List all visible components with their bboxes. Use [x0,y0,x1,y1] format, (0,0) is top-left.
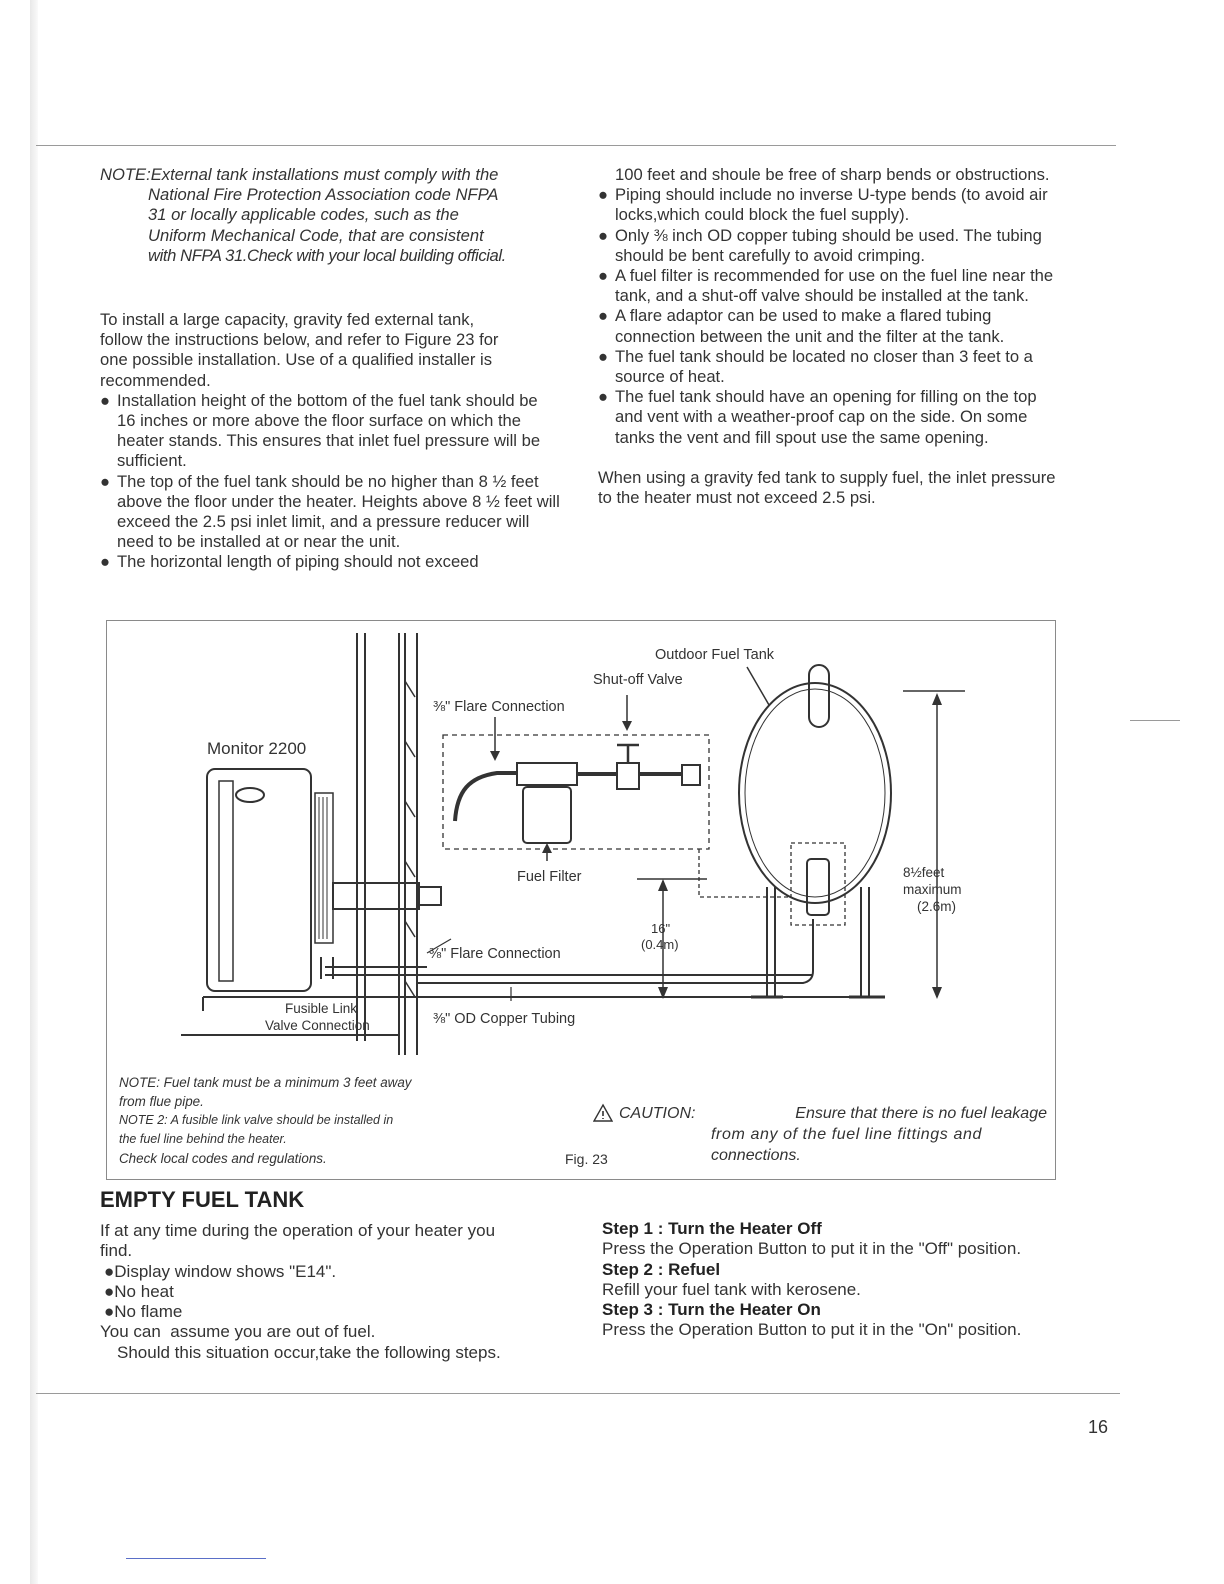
figure-note-1a: NOTE: Fuel tank must be a minimum 3 feet away [119,1075,412,1090]
caution-label: CAUTION: [619,1105,696,1122]
footer-link-rule [126,1558,266,1559]
symptom-3: ●No flame [104,1302,183,1322]
label-height-16: 16" [651,921,671,936]
figure-note-3: Check local codes and regulations. [119,1151,327,1166]
margin-tick [1130,720,1180,721]
flare-fitting [682,765,700,785]
heater-grille [315,793,333,943]
bullet-install-height: ● Installation height of the bottom of the fuel tank should be 16 inches or more above the floor surface on which the heater stands. This ensures that inlet fuel pressure will be sufficient. [100,390,541,471]
symptom-2: ●No heat [104,1281,174,1301]
arrowhead-filter [542,843,552,853]
section-heading-empty-tank: EMPTY FUEL TANK [100,1187,305,1212]
gravity-pressure-note: When using a gravity fed tank to supply fuel, the inlet pressure to the heater must not exceed 2.5 psi. [598,467,1056,508]
intro-line-1: To install a large capacity, gravity fed external tank, [100,310,475,330]
heater-body [207,769,311,991]
tank-dashed-connector [699,849,791,897]
label-max-height-1: 8½feet [903,865,945,880]
note-line-5: with NFPA 31.Check with your local building official. [148,245,506,265]
note-line-4: Uniform Mechanical Code, that are consistent [148,225,484,245]
heater-knob [236,788,264,802]
heater-side [219,781,233,981]
label-flare-connection-bottom: ⅜" Flare Connection [429,946,561,962]
tank-label-arrow [747,667,769,705]
note-line-2: National Fire Protection Association code NFPA [148,185,499,205]
empty-intro-1: If at any time during the operation of your heater you [100,1221,496,1240]
top-rule [36,145,1116,146]
left-column [100,165,560,573]
arrowhead-max-top [932,693,942,705]
step-1-text: Press the Operation Button to put it in the "Off" position. [602,1239,1022,1259]
dim-max-line [903,691,965,997]
filter-head [517,763,577,785]
step-2-title: Step 2 : Refuel [602,1259,721,1279]
caution-line-2: from any of the fuel line fittings and [711,1126,982,1143]
arrowhead-max-bottom [932,987,942,999]
heater-fins [319,797,327,939]
empty-tank-steps [602,1219,1062,1341]
arrowhead-shutoff [622,721,632,731]
bullet-dot: ● [598,306,609,326]
bullet-dot: ● [100,471,111,491]
right-column [598,165,1058,508]
binding-shadow [30,0,38,1584]
figure-note-2b: the fuel line behind the heater. [119,1132,287,1146]
figure-note-1b: from flue pipe. [119,1094,204,1109]
tank-valve [807,859,829,915]
bullet-dot: ● [104,1261,115,1281]
bullet-dot: ● [104,1281,115,1301]
flue-cap [419,887,441,905]
label-fusible-link: Fusible Link [285,1001,358,1016]
figure-notes [119,1073,411,1168]
empty-tank-left [100,1221,562,1363]
figure-23 [106,620,1056,1180]
bullet-dot: ● [100,552,111,572]
note-line-1: NOTE:External tank installations must comply with the [100,165,499,184]
step-3-text: Press the Operation Button to put it in the "On" position. [602,1320,1022,1340]
figure-caption: Fig. 23 [565,1151,608,1167]
label-flare-connection-top: ⅜" Flare Connection [433,699,565,715]
shutoff-valve-stem [617,745,639,763]
label-outdoor-fuel-tank: Outdoor Fuel Tank [655,647,775,663]
bullet-copper-tubing: ● Only ⅜ inch OD copper tubing should be used. The tubing should be bent carefully to avoid crimping. [598,225,1042,265]
bottom-rule [36,1393,1120,1394]
caution-notice [593,1103,1047,1166]
intro-line-2: follow the instructions below, and refer to Figure 23 for [100,330,499,350]
caution-line-1: Ensure that there is no fuel leakage [795,1105,1047,1122]
arrowhead-16-top [658,879,668,891]
filter-dashed-box [443,735,709,849]
bullet-fuel-filter: ● A fuel filter is recommended for use on the fuel line near the tank, and a shut-off valve should be installed at the tank. [598,266,1054,306]
caution-line-3: connections. [711,1147,801,1164]
fuel-tank-inner [745,689,885,897]
wall [357,633,417,1055]
bullet-dot: ● [100,390,111,410]
note-line-3: 31 or locally applicable codes, such as the [148,205,459,225]
bullet-tank-opening: ● The fuel tank should have an opening for filling on the top and vent with a weather-proof cap on the side. On some tanks the vent and fill spout use the same opening. [598,387,1037,447]
bullet-dot: ● [598,387,609,407]
tank-vent-cap [809,665,829,727]
arrowhead-flare-top [490,751,500,761]
bullet-dot: ● [598,225,609,245]
bullet-no-u-bends: ● Piping should include no inverse U-type bends (to avoid air locks,which could block the fuel supply). [598,185,1048,225]
bullet-dot: ● [598,266,609,286]
step-2-text: Refill your fuel tank with kerosene. [602,1279,861,1299]
label-height-16m: (0.4m) [641,937,679,952]
intro-line-4: recommended. [100,370,211,390]
bullet-flare-adaptor: ● A flare adaptor can be used to make a flared tubing connection between the unit and the filter at the tank. [598,306,1005,346]
wall-siding [405,681,415,997]
intro-line-3: one possible installation. Use of a qualified installer is [100,350,493,370]
label-fuel-filter: Fuel Filter [517,869,582,885]
page-number: 16 [1088,1417,1109,1437]
bullet-top-height: ● The top of the fuel tank should be no higher than 8 ½ feet above the floor under the heater. Heights above 8 ½ feet will exceed the 2.5 psi inlet limit, and a pressure reducer will need to be installed at or near the unit. [100,471,560,552]
label-shutoff-valve: Shut-off Valve [593,672,683,688]
symptom-1: ●Display window shows "E14". [104,1261,337,1281]
fuel-tank-body [739,683,891,903]
bullet-dot: ● [598,185,609,205]
figure-note-2a: NOTE 2: A fusible link valve should be installed in [119,1113,394,1127]
nfpa-note [100,165,560,266]
step-1-title: Step 1 : Turn the Heater Off [602,1219,822,1238]
flue-pipe [333,883,419,909]
label-max-height-2: maximum [903,882,962,897]
label-monitor-2200: Monitor 2200 [207,739,307,758]
bullet-continuation: 100 feet and shoule be free of sharp bends or obstructions. [615,165,1050,184]
bullet-tank-location: ● The fuel tank should be located no closer than 3 feet to a source of heat. [598,346,1033,387]
filter-inlet-line [455,773,517,821]
bullet-dot: ● [104,1302,115,1322]
label-max-height-3: (2.6m) [917,899,957,914]
empty-conclusion: You can assume you are out of fuel. [100,1322,376,1342]
empty-intro-2: find. [100,1241,133,1261]
label-valve-connection: Valve Connection [265,1018,370,1033]
bullet-dot: ● [598,346,609,366]
tank-valve-box [791,843,845,925]
shutoff-valve-body [617,763,639,789]
bullet-horizontal-length: ● The horizontal length of piping should not exceed [100,552,479,572]
empty-follow: Should this situation occur,take the following steps. [117,1342,501,1362]
filter-bowl [523,787,571,843]
step-3-title: Step 3 : Turn the Heater On [602,1300,821,1320]
label-copper-tubing: ⅜" OD Copper Tubing [433,1011,576,1027]
